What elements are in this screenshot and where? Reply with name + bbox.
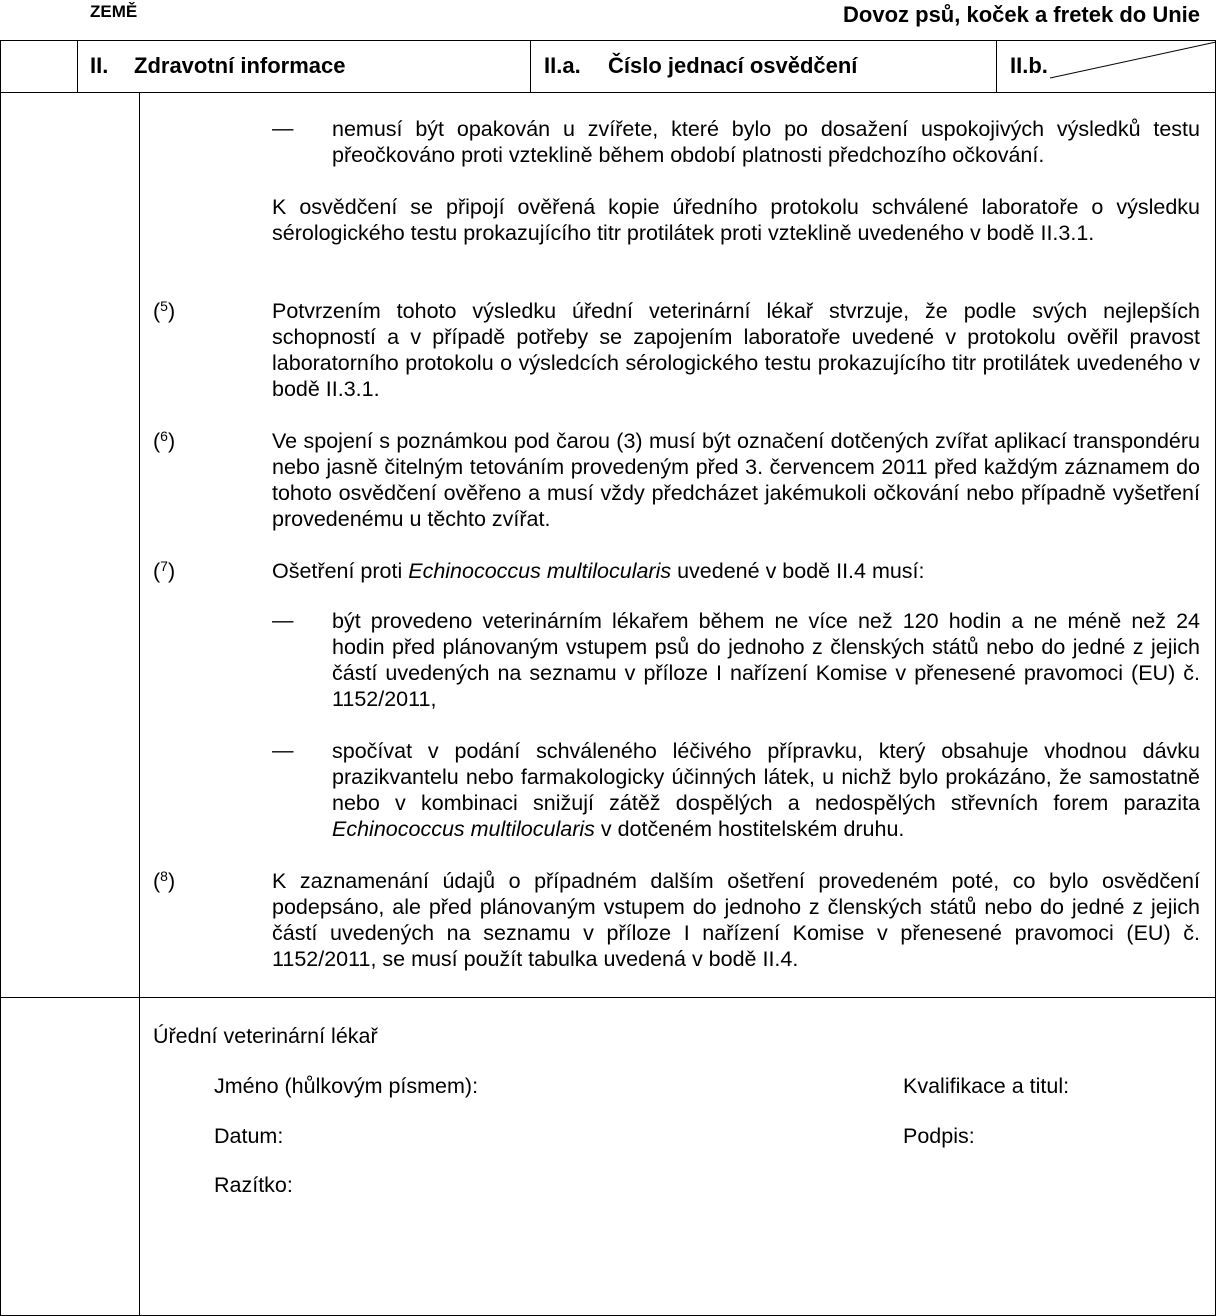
name-label: Jméno (hůlkovým písmem): [214, 1074, 479, 1098]
footnote-7-text: Ošetření proti Echinococcus multilocularis uvedené v bodě II.4 musí: [272, 559, 925, 583]
dash-marker: — [272, 116, 294, 140]
signature-section-line [0, 997, 1216, 998]
signature-label: Podpis: [903, 1124, 975, 1148]
ref-title: Číslo jednací osvědčení [608, 53, 858, 78]
footnote-6-marker: ($^6$) [153, 428, 176, 453]
sub-ref-number: II.b. [1010, 53, 1048, 78]
stamp-label: Razítko: [214, 1173, 293, 1197]
footnote-8-marker: ($^8$) [153, 868, 176, 893]
left-column-divider [139, 92, 140, 1316]
footnote-7-marker: ($^7$) [153, 558, 176, 583]
dash-marker: — [272, 608, 294, 632]
officer-label: Úřední veterinární lékař [153, 1024, 378, 1048]
header-divider-3 [996, 40, 997, 92]
country-label: ZEMĚ [90, 2, 138, 21]
ref-number: II.a. [544, 53, 581, 78]
header-divider-1 [77, 40, 78, 92]
attachment-note: K osvědčení se připojí ověřená kopie úředního protokolu schválené laboratoře o výsledku sérologického testu prokazujícího titr protilátek proti vzteklině uvedeného v bodě II.3.1. [272, 195, 1200, 245]
dash-item-1: nemusí být opakován u zvířete, které bylo po dosažení uspokojivých výsledků testu přeočkováno proti vzteklině během období platnosti předchozího očkování. [332, 117, 1200, 167]
footnote-5-marker: ($^5$) [153, 298, 176, 323]
dash-item-3: spočívat v podání schváleného léčivého přípravku, který obsahuje vhodnou dávku prazikvantelu nebo farmakologicky účinných látek, u nichž bylo prokázáno, že samostatně nebo v kombinaci snižují zátěž dospělých a nedospělých střevních forem parazita Echinococcus multilocularis v dotčeném hostitelském druhu. [332, 739, 1200, 841]
section-title: Zdravotní informace [134, 53, 346, 78]
dash-marker: — [272, 738, 294, 762]
footnote-8-text: K zaznamenání údajů o případném dalším ošetření provedeném poté, co bylo osvědčení podepsáno, ale před plánovaným vstupem do jednoho z členských států nebo do jedné z jejich částí uvedených na seznamu v příloze I nařízení Komise v přenesené pravomoci (EU) č. 1152/2011, se musí použít tabulka uvedená v bodě II.4. [272, 869, 1200, 971]
date-label: Datum: [214, 1124, 284, 1148]
qualification-label: Kvalifikace a titul: [903, 1074, 1070, 1098]
header-bottom-line [0, 92, 1216, 93]
footnote-6-text: Ve spojení s poznámkou pod čarou (3) musí být označení dotčených zvířat aplikací transpondéru nebo jasně čitelným tetováním provedeným před 3. červencem 2011 před každým záznamem do tohoto osvědčení ověřeno a musí vždy předcházet jakémukoli očkování nebo případně vyšetření provedenému u těchto zvířat. [272, 429, 1200, 531]
header-diagonal-line [1050, 40, 1216, 80]
document-title: Dovoz psů, koček a fretek do Unie [843, 2, 1200, 27]
section-number: II. [90, 53, 109, 78]
header-divider-2 [530, 40, 531, 92]
dash-item-2: být provedeno veterinárním lékařem během ne více než 120 hodin a ne méně než 24 hodin před plánovaným vstupem psů do jednoho z členských států nebo do jedné z jejich částí uvedených na seznamu v příloze I nařízení Komise v přenesené pravomoci (EU) č. 1152/2011, [332, 609, 1200, 711]
footnote-5-text: Potvrzením tohoto výsledku úřední veterinární lékař stvrzuje, že podle svých nejlepších schopností a v případě potřeby se zapojením laboratoře uvedené v protokolu ověřil pravost laboratorního protokolu o výsledcích sérologického testu prokazujícího titr protilátek uvedeného v bodě II.3.1. [272, 299, 1200, 401]
